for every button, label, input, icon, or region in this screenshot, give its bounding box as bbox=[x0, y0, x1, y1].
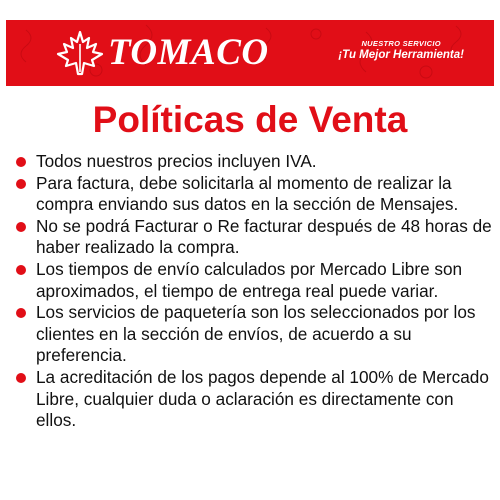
policy-text: Los servicios de paquetería son los seleccionados por los clientes en la sección de envíos, de acuerdo a su preferencia. bbox=[36, 302, 476, 366]
policy-text: No se podrá Facturar o Re facturar después de 48 horas de haber realizado la compra. bbox=[36, 215, 492, 258]
page-title: Políticas de Venta bbox=[92, 99, 408, 140]
policy-text: Para factura, debe solicitarla al momento de realizar la compra enviando sus datos en la sección de Mensajes. bbox=[36, 172, 459, 215]
policy-text: Todos nuestros precios incluyen IVA. bbox=[36, 151, 317, 171]
bullet-dot-icon bbox=[16, 222, 26, 232]
list-item bbox=[36, 216, 498, 259]
bullet-dot-icon bbox=[16, 179, 26, 189]
tagline-small: NUESTRO SERVICIO bbox=[361, 39, 441, 48]
list-item bbox=[36, 151, 498, 173]
brand-logo bbox=[56, 30, 269, 76]
bullet-dot-icon bbox=[16, 308, 26, 318]
policy-list bbox=[36, 151, 498, 432]
brand-name: TOMACO bbox=[108, 32, 269, 73]
policy-text: Los tiempos de envío calculados por Mercado Libre son aproximados, el tiempo de entrega real puede variar. bbox=[36, 258, 463, 301]
maple-leaf-icon bbox=[56, 30, 104, 76]
bullet-dot-icon bbox=[16, 373, 26, 383]
list-item bbox=[36, 259, 498, 302]
bullet-dot-icon bbox=[16, 265, 26, 275]
bullet-dot-icon bbox=[16, 157, 26, 167]
list-item bbox=[36, 367, 498, 432]
list-item bbox=[36, 173, 498, 216]
policy-text: La acreditación de los pagos depende al 100% de Mercado Libre, cualquier duda o aclaración es directamente con ellos. bbox=[36, 366, 489, 431]
header-banner bbox=[6, 20, 494, 86]
tagline-block bbox=[338, 39, 464, 63]
list-item bbox=[36, 302, 498, 367]
tagline: ¡Tu Mejor Herramienta! bbox=[338, 49, 464, 61]
